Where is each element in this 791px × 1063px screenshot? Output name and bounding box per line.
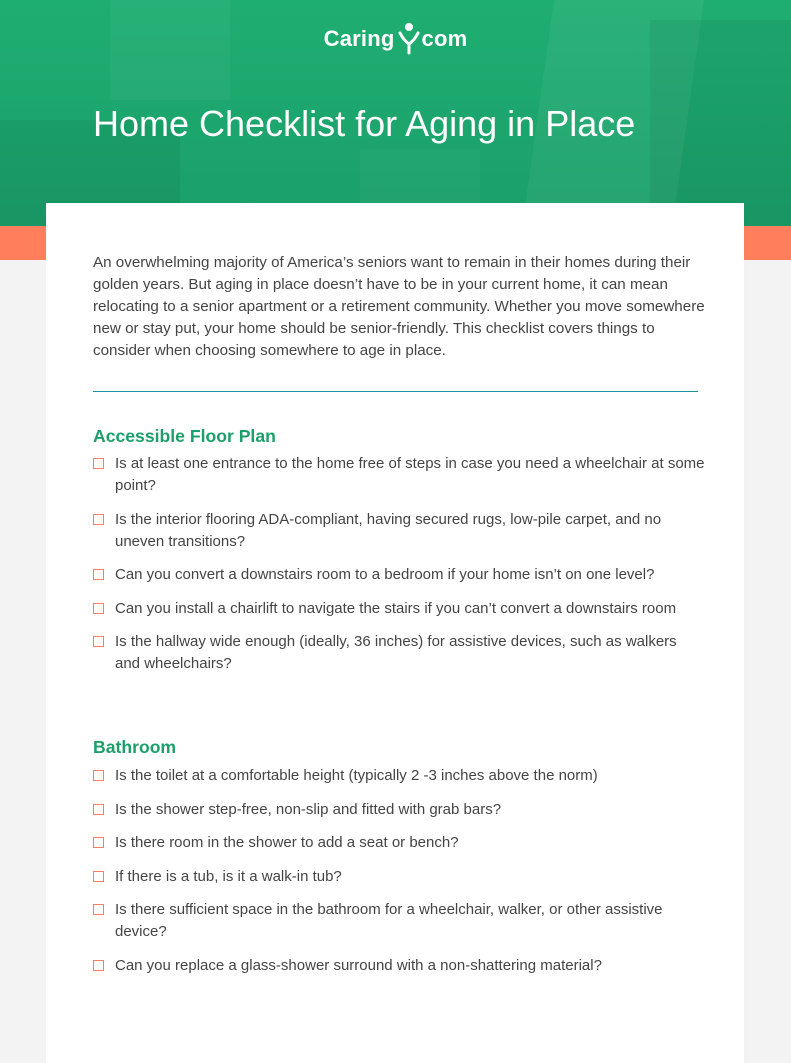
checklist-item-text: Is the shower step-free, non-slip and fitted with grab bars?: [115, 800, 502, 818]
checklist-item: [93, 866, 705, 888]
checklist-item: [93, 598, 705, 620]
checklist-item-text: Can you convert a downstairs room to a bedroom if your home isn’t on one level?: [115, 566, 655, 583]
checklist-item: [93, 832, 705, 854]
checklist-item: [93, 899, 705, 943]
checkbox[interactable]: [93, 960, 104, 971]
checklist-item: [93, 799, 705, 821]
intro-paragraph: An overwhelming majority of America’s seniors want to remain in their homes during their golden years. But aging in place doesn’t have to be in your current home, it can mean relocating to a senior apartment or a retirement community. Whether you move somewhere new or stay put, your home should be senior-friendly. This checklist covers things to consider when choosing somewhere to age in place.: [93, 254, 705, 359]
checklist-item-text: Is there room in the shower to add a seat or bench?: [115, 834, 459, 852]
checkbox[interactable]: [93, 636, 104, 647]
section-title-accessible-floor-plan: Accessible Floor Plan: [93, 426, 276, 446]
checklist-item-text: Is the hallway wide enough (ideally, 36 inches) for assistive devices, such as walkers and wheelchairs?: [115, 633, 677, 672]
checkbox[interactable]: [93, 904, 104, 915]
page-title: Home Checklist for Aging in Place: [93, 103, 636, 144]
section-divider: [93, 391, 698, 392]
caring-logo: [0, 22, 791, 56]
checklist-bathroom: [93, 765, 705, 989]
checklist-item: [93, 955, 705, 977]
checklist-item-text: If there is a tub, is it a walk-in tub?: [115, 867, 342, 885]
checklist-item: [93, 631, 705, 675]
checkbox[interactable]: [93, 837, 104, 848]
checkbox[interactable]: [93, 871, 104, 882]
checkbox[interactable]: [93, 804, 104, 815]
logo-wordmark-right: com: [421, 26, 468, 51]
section-title-bathroom: Bathroom: [93, 737, 177, 757]
checkbox[interactable]: [93, 770, 104, 781]
checkbox[interactable]: [93, 569, 104, 580]
checklist-item-text: Is at least one entrance to the home free of steps in case you need a wheelchair at some point?: [115, 455, 705, 494]
checklist-item: [93, 564, 705, 586]
logo-wordmark-left: Caring: [323, 26, 395, 51]
person-arms-up-icon: [397, 22, 421, 56]
checklist-item: [93, 765, 705, 787]
checklist-item-text: Can you install a chairlift to navigate the stairs if you can’t convert a downstairs room: [115, 599, 677, 617]
checklist-item: [93, 509, 705, 553]
checklist-item-text: Is there sufficient space in the bathroom for a wheelchair, walker, or other assistive device?: [115, 901, 663, 941]
checkbox[interactable]: [93, 603, 104, 614]
checklist-item-text: Can you replace a glass-shower surround with a non-shattering material?: [115, 956, 602, 974]
checklist-accessible-floor-plan: [93, 453, 705, 687]
checkbox[interactable]: [93, 458, 104, 469]
checklist-item: [93, 453, 705, 497]
checkbox[interactable]: [93, 514, 104, 525]
checklist-item-text: Is the interior flooring ADA-compliant, having secured rugs, low-pile carpet, and no uneven transitions?: [115, 510, 662, 550]
checklist-item-text: Is the toilet at a comfortable height (typically 2 -3 inches above the norm): [115, 767, 598, 784]
